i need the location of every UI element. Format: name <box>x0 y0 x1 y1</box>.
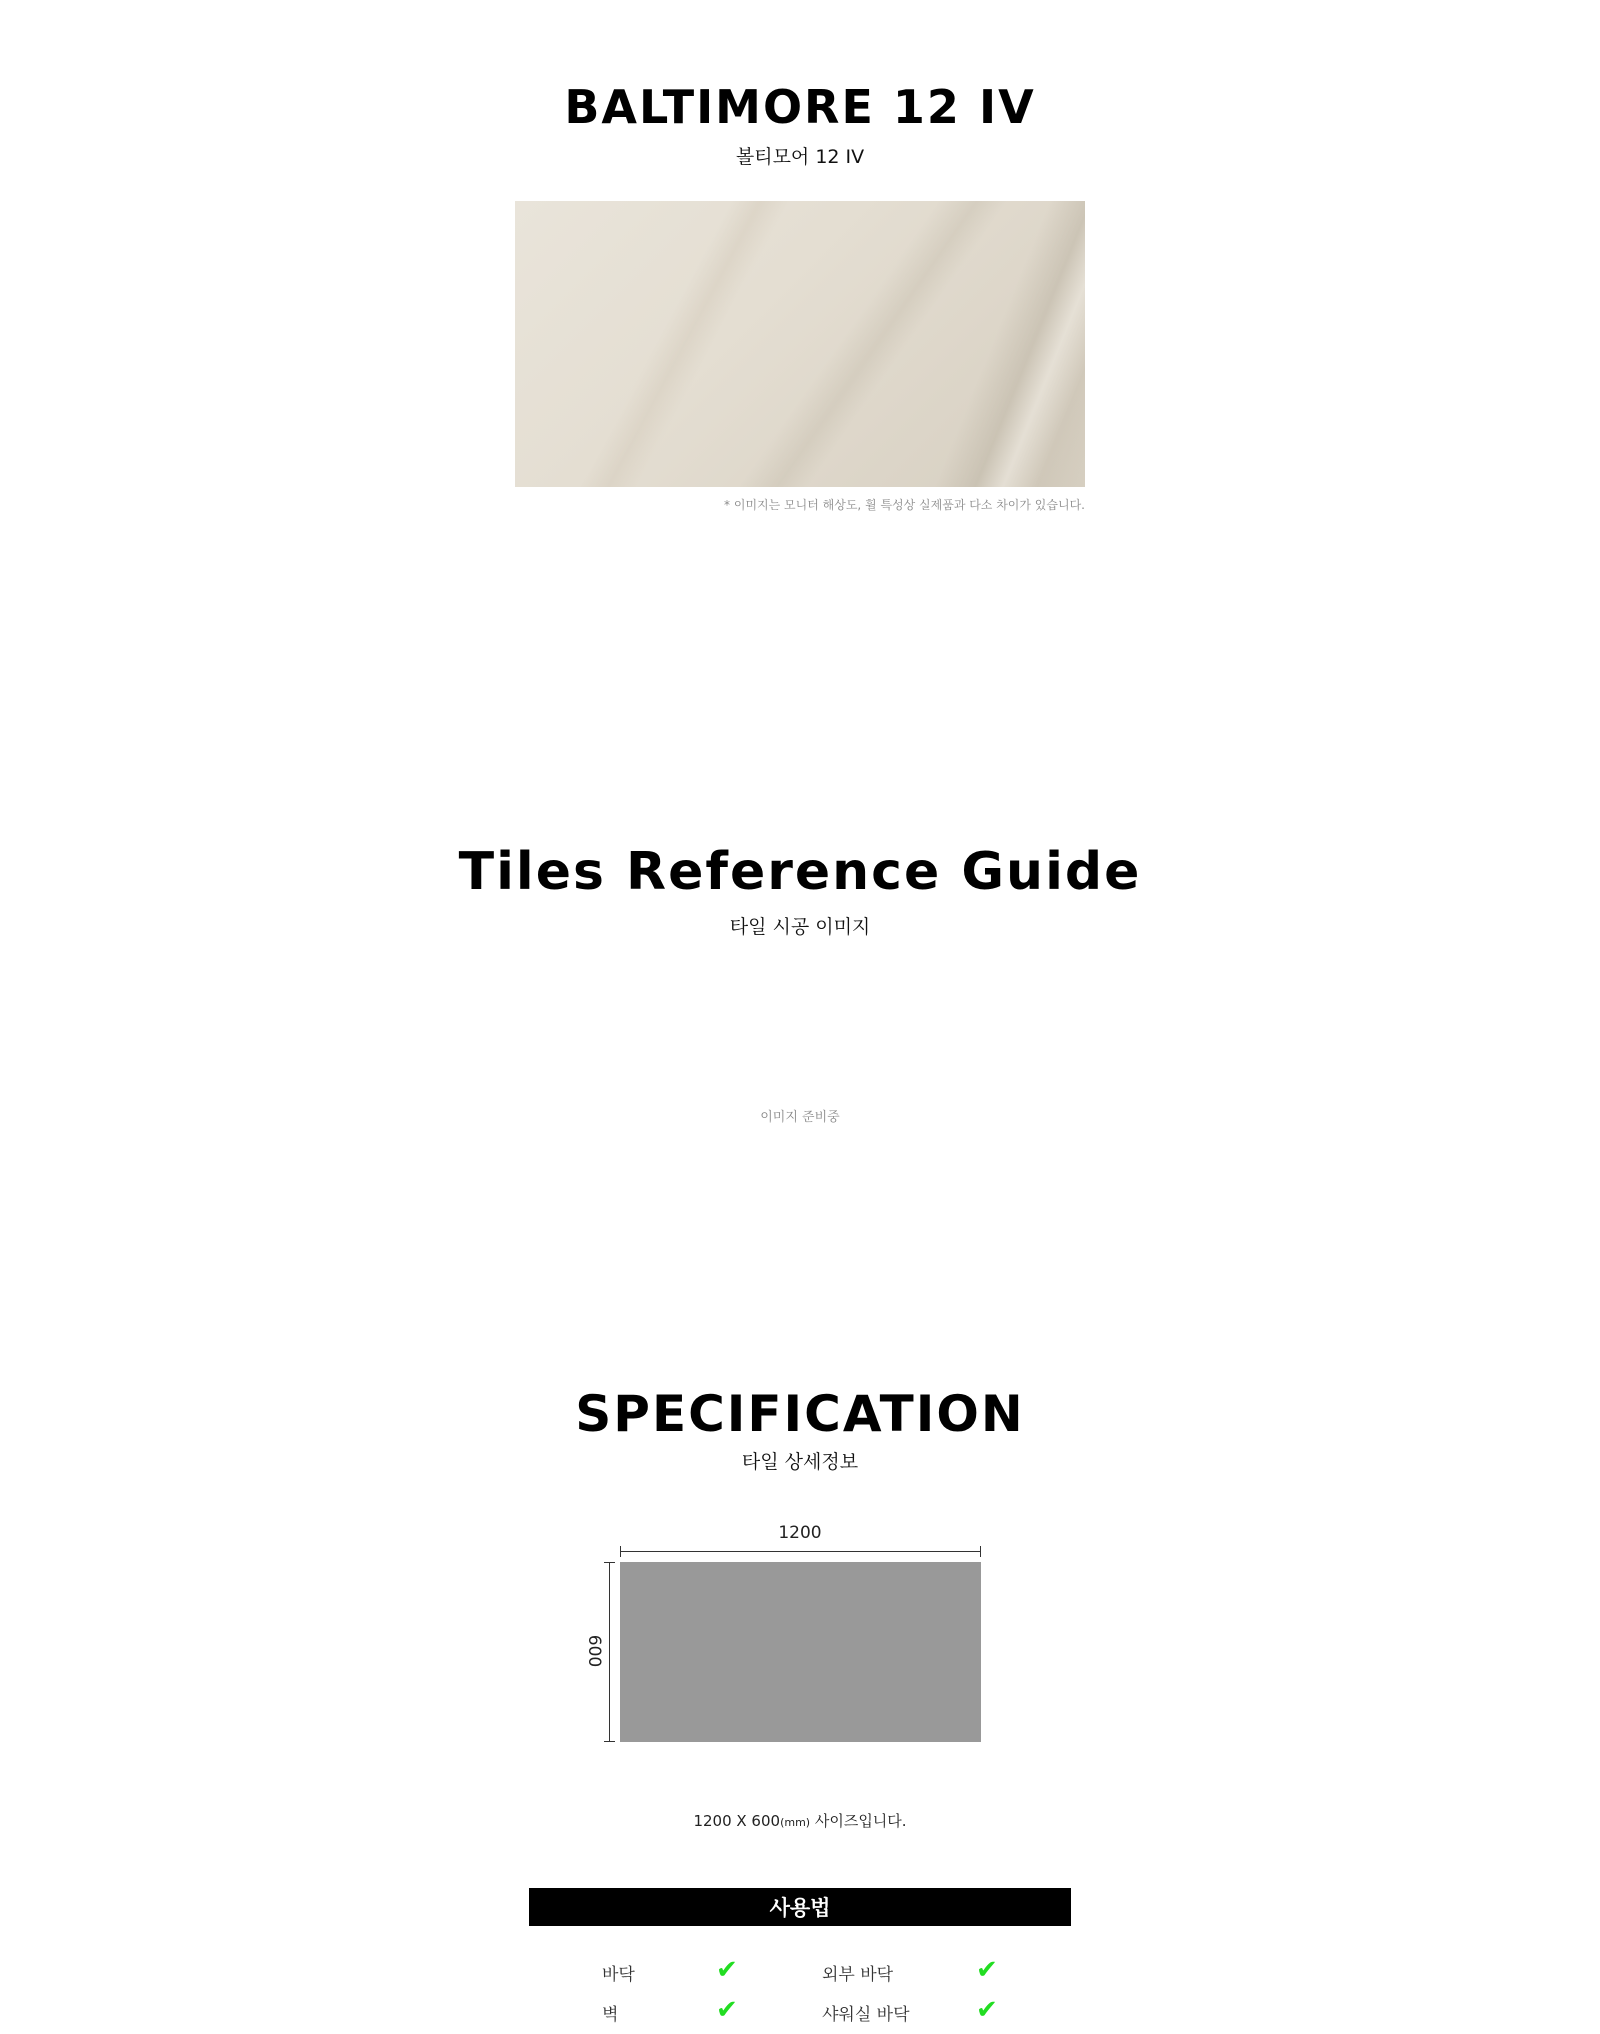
height-dimension-line <box>609 1562 610 1742</box>
usage-item-floor-label: 바닥 <box>602 1965 635 1985</box>
width-dimension-line <box>620 1551 981 1552</box>
tile-size-shape <box>620 1562 981 1742</box>
usage-item-shower-floor-label: 샤워실 바닥 <box>822 2005 910 2025</box>
size-description <box>0 1810 1600 1831</box>
width-dimension-tick-left <box>620 1546 621 1557</box>
tile-product-image <box>515 201 1085 487</box>
height-dimension-tick-top <box>604 1562 615 1563</box>
product-title: BALTIMORE 12 IV <box>564 80 1036 134</box>
checkmark-icon: ✔ <box>716 1955 738 1985</box>
image-disclaimer: * 이미지는 모니터 해상도, 휠 특성상 실제품과 다소 차이가 있습니다. <box>724 498 1085 512</box>
usage-item-wall-label: 벽 <box>602 2005 619 2025</box>
width-dimension-tick-right <box>980 1546 981 1557</box>
product-subtitle: 볼티모어 12 IV <box>735 146 865 168</box>
reference-guide-title: Tiles Reference Guide <box>458 842 1142 902</box>
usage-header-label: 사용법 <box>769 1896 831 1920</box>
checkmark-icon: ✔ <box>976 1995 998 2025</box>
usage-item-exterior-floor-label: 외부 바닥 <box>822 1965 894 1985</box>
checkmark-icon: ✔ <box>716 1995 738 2025</box>
size-suffix: 사이즈입니다. <box>810 1812 907 1830</box>
usage-header <box>529 1888 1071 1926</box>
specification-subtitle: 타일 상세정보 <box>741 1451 859 1473</box>
height-dimension-label: 600 <box>584 1634 604 1668</box>
width-dimension-label: 1200 <box>778 1523 822 1543</box>
size-value: 1200 X 600 <box>693 1812 781 1830</box>
reference-guide-subtitle: 타일 시공 이미지 <box>729 916 871 938</box>
image-placeholder-text: 이미지 준비중 <box>760 1110 840 1125</box>
size-unit: (mm) <box>780 1816 811 1829</box>
height-dimension-tick-bottom <box>604 1741 615 1742</box>
checkmark-icon: ✔ <box>976 1955 998 1985</box>
specification-title: SPECIFICATION <box>575 1385 1025 1443</box>
